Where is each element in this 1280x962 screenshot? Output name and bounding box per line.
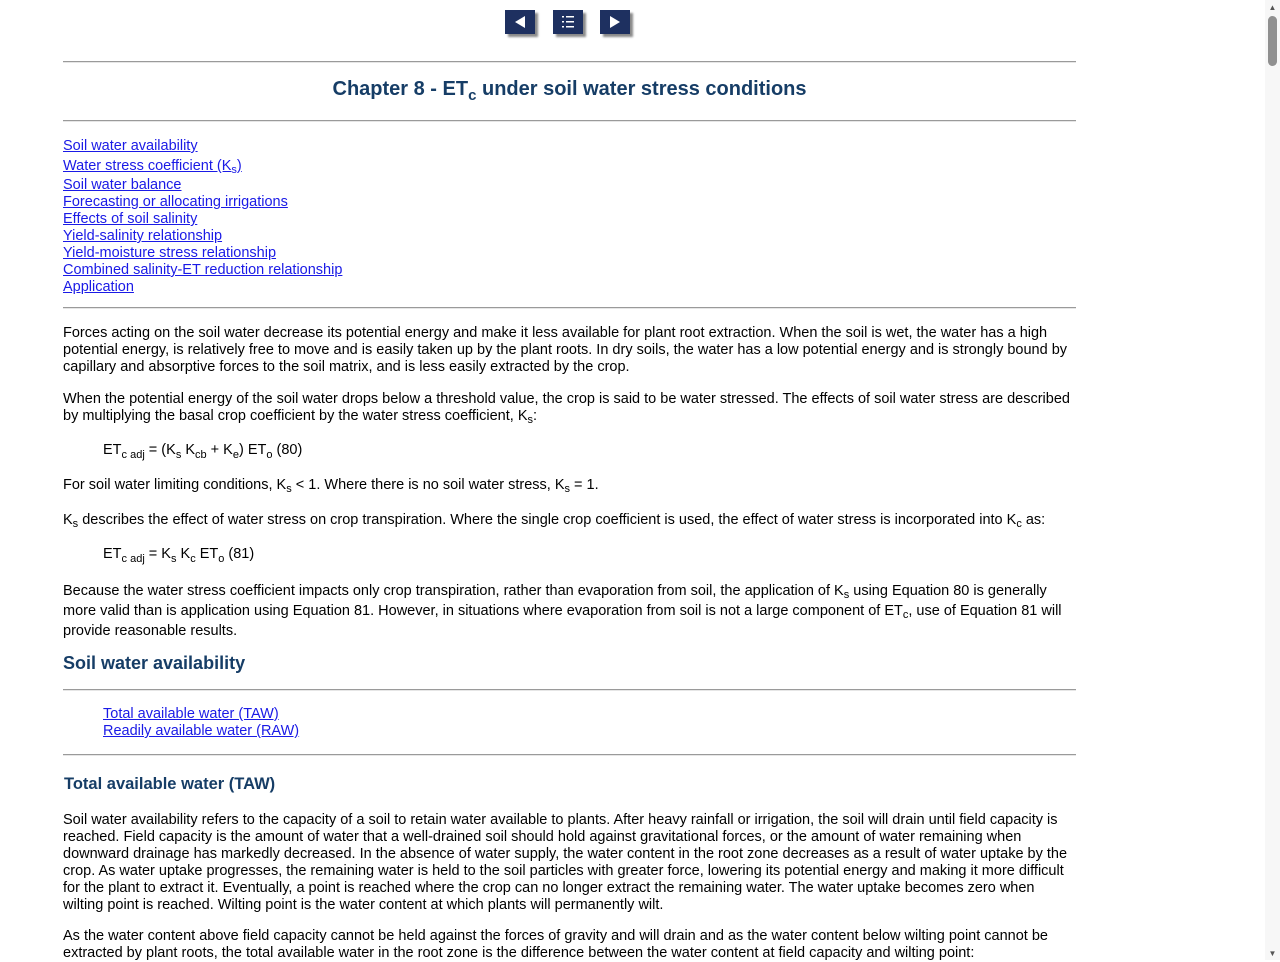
toc-link-water-stress-coefficient[interactable]: Water stress coefficient $(K_s)$	[63, 158, 242, 176]
previous-page-button[interactable]	[505, 10, 535, 34]
limiting-conditions-paragraph: For soil water limiting conditions, $K_s < 1$. Where there is no soil water stress, $K_s = 1$.	[63, 477, 599, 495]
toc-link-combined-salinity-et[interactable]: Combined salinity-ET reduction relationship	[63, 262, 343, 278]
scrollbar-thumb[interactable]	[1268, 16, 1277, 66]
intro-paragraph: Forces acting on the soil water decrease its potential energy and make it less available for plant root extraction. When the soil is wet, the water has a high potential energy, is relatively free to move and is easily taken up by the plant roots. In dry soils, the water has a low potential energy and is strongly bound by capillary and absorptive forces to the soil matrix, and is less easily extracted by the crop.	[63, 325, 1068, 375]
equation-80: $ET_{c adj} = (K_s$ $K_{cb} + K_e$) $ET_o$ (80)	[103, 442, 303, 461]
toc-link-effects-soil-salinity[interactable]: Effects of soil salinity	[63, 211, 198, 227]
section-heading-soil-water-availability: Soil water availability	[63, 653, 246, 673]
scroll-up-arrow-icon[interactable]: ▲	[1268, 2, 1277, 12]
toc-link-application[interactable]: Application	[63, 279, 134, 295]
ks-description-paragraph: $K_s$ describes the effect of water stress on crop transpiration. Where the single crop coefficient is used, the effect of water stress is incorporated into $K_c$ as:	[63, 512, 1046, 530]
water-stress-paragraph: When the potential energy of the soil water drops below a threshold value, the crop is said to be water stressed. The effects of soil water stress are described by multiplying the basal crop coefficient by the water stress coefficient, $K_s$:	[63, 391, 1070, 426]
triangle-right-icon	[608, 15, 622, 29]
vertical-scrollbar[interactable]	[1265, 0, 1280, 960]
toc-link-soil-water-balance[interactable]: Soil water balance	[63, 177, 182, 193]
toc-link-yield-salinity[interactable]: Yield-salinity relationship	[63, 228, 223, 244]
next-page-button[interactable]	[600, 10, 630, 34]
contents-button[interactable]	[553, 10, 583, 34]
taw-definition-paragraph: As the water content above field capacity cannot be held against the forces of gravity and will drain and as the water content below wilting point cannot be extracted by plant roots, the total available water in the root zone is the difference between the water content at field capacity and wilting point:	[63, 928, 1048, 961]
taw-paragraph: Soil water availability refers to the capacity of a soil to retain water available to plants. After heavy rainfall or irrigation, the soil will drain until field capacity is reached. Field capacity is the amount of water that a well-drained soil should hold against gravitational forces, or the amount of water remaining when downward drainage has markedly decreased. In the absence of water supply, the water content in the root zone decreases as a result of water uptake by the crop. As water uptake progresses, the remaining water is held to the soil particles with greater force, lowering its potential energy and making it more difficult for the plant to extract it. Eventually, a point is reached where the crop can no longer extract the remaining water. The water uptake becomes zero when wilting point is reached. Wilting point is the water content at which plants will permanently wilt.	[63, 812, 1068, 913]
page-title: Chapter $8 - ET_c$ under soil water stress conditions	[332, 78, 807, 104]
subtoc-link-raw[interactable]: Readily available water (RAW)	[103, 723, 300, 739]
contents-list-icon	[561, 15, 575, 29]
divider	[63, 307, 1076, 309]
toc-link-soil-water-availability[interactable]: Soil water availability	[63, 138, 198, 154]
triangle-left-icon	[513, 15, 527, 29]
divider	[63, 120, 1076, 122]
subtoc-link-taw[interactable]: Total available water (TAW)	[103, 706, 279, 722]
toc-link-yield-moisture-stress[interactable]: Yield-moisture stress relationship	[63, 245, 277, 261]
subsection-heading-taw: Total available water (TAW)	[64, 775, 276, 793]
divider	[63, 689, 1076, 691]
equation-81: $ET_{c adj} = K_s$ $K_c$ $ET_o$ (81)	[103, 546, 255, 565]
scroll-down-arrow-icon[interactable]: ▼	[1268, 948, 1277, 958]
toc-link-forecasting-irrigations[interactable]: Forecasting or allocating irrigations	[63, 194, 288, 210]
divider	[63, 61, 1076, 63]
section-contents	[103, 706, 299, 740]
table-of-contents	[63, 137, 342, 296]
equation-comparison-paragraph: Because the water stress coefficient impacts only crop transpiration, rather than evaporation from soil, the application of $K_s$ using Equation 80 is generally more valid than is application using Equation 81. However, in situations where evaporation from soil is not a large component of $ET_c$, use of Equation 81 will provide reasonable results.	[63, 583, 1062, 639]
divider	[63, 754, 1076, 756]
